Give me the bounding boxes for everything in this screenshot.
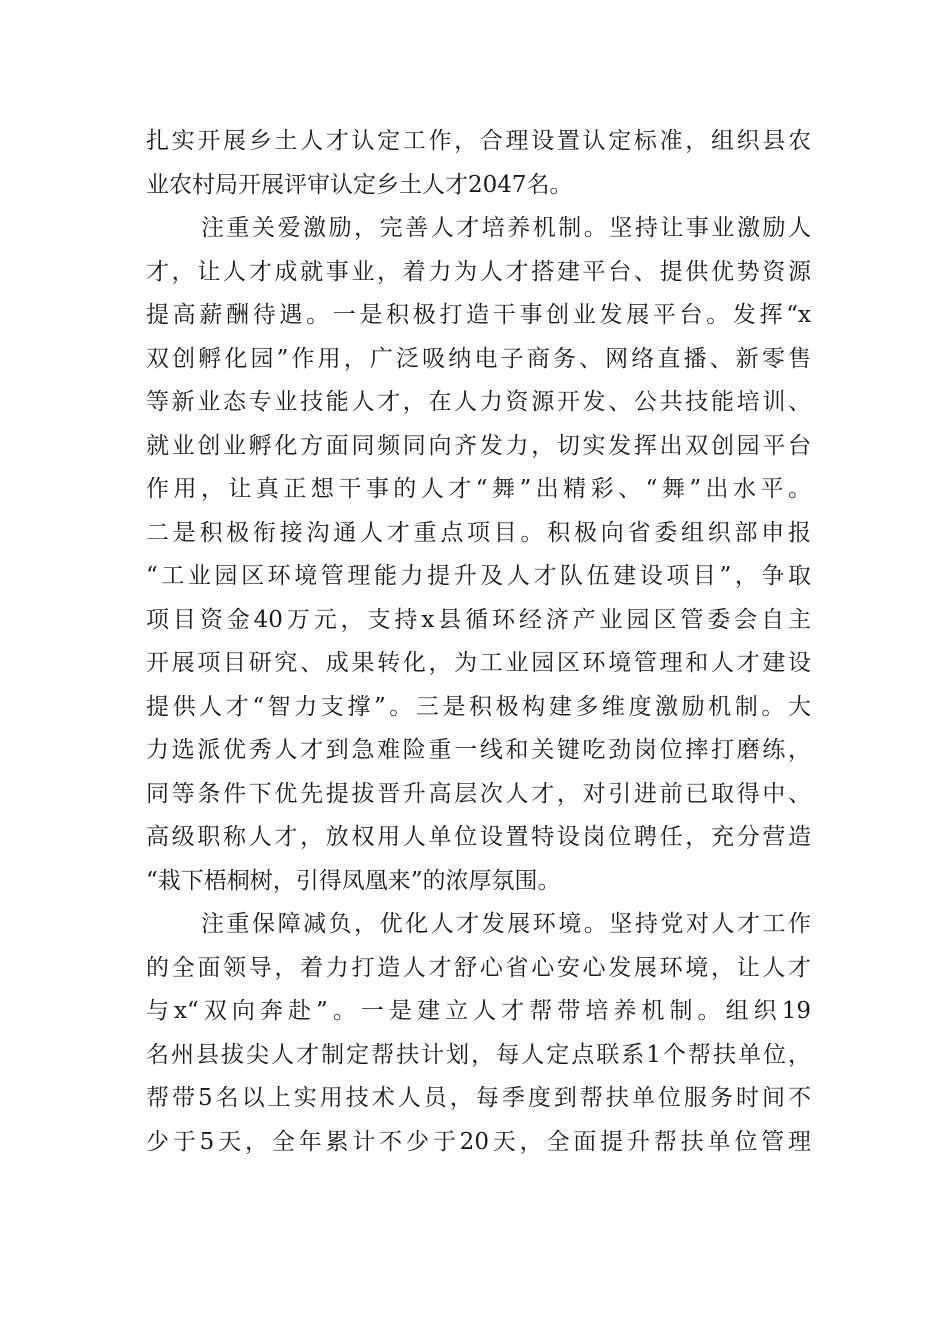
text-line: 提供人才“智力支撑”。三是积极构建多维度激励机制。大 [146,693,811,720]
text-line: 扎实开展乡土人才认定工作，合理设置认定标准，组织县农 [146,128,811,154]
text-line: 名州县拔尖人才制定帮扶计划，每人定点联系1个帮扶单位， [146,1041,811,1068]
text-line: 注重保障减负，优化人才发展环境。坚持党对人才工作 [201,911,811,937]
text-line: “栽下梧桐树，引得凤凰来”的浓厚氛围。 [146,867,561,894]
text-line: 项目资金40万元，支持x县循环经济产业园区管委会自主 [146,606,811,633]
text-line: 作用，让真正想干事的人才“舞”出精彩、“舞”出水平。 [146,476,811,502]
text-line: 少于5天，全年累计不少于20天，全面提升帮扶单位管理 [146,1128,811,1155]
body-text [146,120,811,1164]
text-line: 就业创业孵化方面同频同向齐发力，切实发挥出双创园平台 [146,432,811,459]
text-line: 注重关爱激励，完善人才培养机制。坚持让事业激励人 [201,215,811,241]
text-line: 开展项目研究、成果转化，为工业园区环境管理和人才建设 [146,650,811,676]
text-line: 同等条件下优先提拔晋升高层次人才，对引进前已取得中、 [146,780,811,807]
text-line: 帮带5名以上实用技术人员，每季度到帮扶单位服务时间不 [146,1085,811,1111]
paragraph-security-burden [146,903,811,1164]
text-line: 等新业态专业技能人才，在人力资源开发、公共技能培训、 [146,389,811,415]
text-line: 业农村局开展评审认定乡土人才2047名。 [146,171,573,198]
text-line: 二是积极衔接沟通人才重点项目。积极向省委组织部申报 [146,519,811,546]
text-line: 的全面领导，着力打造人才舒心省心安心发展环境，让人才 [146,954,811,981]
text-line: 双创孵化园”作用，广泛吸纳电子商务、网络直播、新零售 [146,345,811,372]
text-line: 力选派优秀人才到急难险重一线和关键吃劲岗位摔打磨练， [146,737,811,763]
paragraph-talent-certification [146,120,811,207]
text-line: 才，让人才成就事业，着力为人才搭建平台、提供优势资源 [146,258,811,285]
paragraph-care-incentive [146,207,811,903]
text-line: 与x“双向奔赴”。一是建立人才帮带培养机制。组织19 [146,998,811,1024]
text-line: “工业园区环境管理能力提升及人才队伍建设项目”，争取 [146,563,811,589]
text-line: 高级职称人才，放权用人单位设置特设岗位聘任，充分营造 [146,824,811,850]
text-line: 提高薪酬待遇。一是积极打造干事创业发展平台。发挥“x [146,302,811,328]
